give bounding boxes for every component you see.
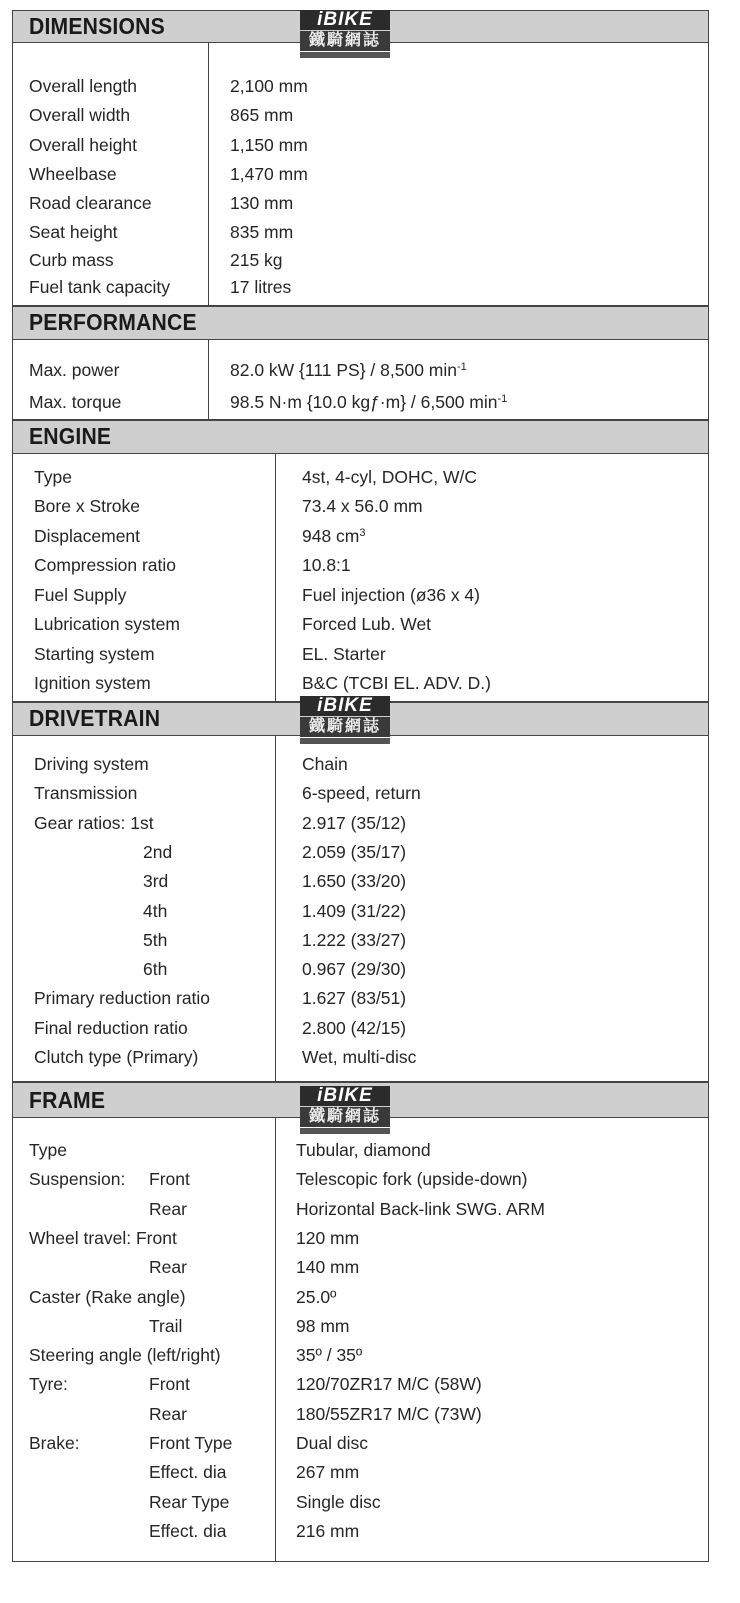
engine-value-text: 4st, 4-cyl, DOHC, W/C	[302, 467, 478, 487]
drivetrain-value-text: Wet, multi-disc	[302, 1047, 417, 1067]
drivetrain-value-text: 2.917 (35/12)	[302, 812, 407, 833]
drivetrain-label	[34, 753, 149, 775]
drivetrain-value-text: 1.222 (33/27)	[302, 929, 407, 950]
engine-label-text: Bore x Stroke	[34, 496, 141, 516]
frame-sublabel-text: Front	[149, 1374, 190, 1395]
drivetrain-sublabel	[143, 958, 167, 980]
dimensions-label-text: Road clearance	[29, 193, 152, 213]
dimensions-value-text: 835 mm	[230, 222, 294, 242]
drivetrain-label	[34, 812, 154, 834]
drivetrain-title: DRIVETRAIN	[29, 705, 161, 731]
engine-value-text: 948 cm	[302, 526, 360, 546]
frame-label-text: Caster (Rake angle)	[29, 1286, 186, 1307]
drivetrain-label-text: Clutch type (Primary)	[34, 1047, 199, 1067]
frame-value-text: 267 mm	[296, 1462, 360, 1483]
watermark-cjk: 鐵騎網誌	[300, 717, 390, 737]
engine-label-text: Ignition system	[34, 673, 151, 693]
performance-value-text: 98.5 N·m {10.0 kgƒ·m} / 6,500 min	[230, 392, 498, 412]
performance-label-text: Max. torque	[29, 392, 122, 412]
frame-value-text: Tubular, diamond	[296, 1140, 431, 1160]
drivetrain-sublabel	[143, 841, 172, 863]
engine-section	[12, 420, 709, 702]
drivetrain-sublabel-text: 2nd	[143, 841, 173, 862]
performance-label	[29, 391, 121, 413]
drivetrain-value	[302, 987, 406, 1009]
drivetrain-value	[302, 870, 406, 892]
frame-value-text: 120/70ZR17 M/C (58W)	[296, 1374, 482, 1395]
engine-label	[34, 495, 140, 517]
ibike-watermark-logo	[300, 10, 390, 60]
engine-value-text: Fuel injection (ø36 x 4)	[302, 585, 480, 605]
engine-label	[34, 672, 151, 694]
frame-value	[296, 1286, 336, 1308]
frame-label-text: Wheel travel: Front	[29, 1227, 177, 1248]
performance-section	[12, 306, 709, 420]
frame-value-text: 216 mm	[296, 1520, 360, 1541]
watermark-strip	[300, 738, 390, 744]
frame-sublabel-text: Trail	[149, 1315, 183, 1336]
frame-value	[296, 1520, 359, 1542]
drivetrain-value-text: 6-speed, return	[302, 783, 421, 804]
drivetrain-label-text: Transmission	[34, 783, 138, 804]
dimensions-value	[230, 276, 291, 298]
engine-value	[302, 525, 366, 547]
engine-label-text: Compression ratio	[34, 555, 176, 575]
drivetrain-label-text: Gear ratios: 1st	[34, 812, 154, 833]
drivetrain-sublabel-text: 3rd	[143, 871, 169, 892]
engine-label-text: Starting system	[34, 644, 155, 664]
drivetrain-value-text: 1.627 (83/51)	[302, 988, 407, 1009]
frame-value-text: 180/55ZR17 M/C (73W)	[296, 1403, 482, 1424]
performance-label-text: Max. power	[29, 360, 120, 380]
watermark-strip	[300, 1128, 390, 1134]
drivetrain-value-text: 2.800 (42/15)	[302, 1017, 407, 1038]
engine-title: ENGINE	[29, 423, 112, 449]
drivetrain-label-text: Final reduction ratio	[34, 1017, 188, 1038]
dimensions-value	[230, 249, 283, 271]
drivetrain-label	[34, 782, 137, 804]
drivetrain-sublabel-text: 6th	[143, 959, 168, 980]
drivetrain-value	[302, 812, 406, 834]
frame-sublabel	[149, 1198, 187, 1220]
dimensions-label	[29, 249, 114, 271]
dimensions-label	[29, 192, 152, 214]
dimensions-label-text: Curb mass	[29, 250, 114, 270]
ibike-watermark-logo	[300, 696, 390, 746]
frame-column-divider	[275, 1118, 276, 1561]
engine-value	[302, 672, 491, 694]
frame-value-text: Horizontal Back-link SWG. ARM	[296, 1198, 545, 1219]
engine-value	[302, 495, 423, 517]
frame-value-text: 120 mm	[296, 1227, 360, 1248]
frame-sublabel	[149, 1373, 190, 1395]
watermark-brand: iBIKE	[300, 10, 390, 30]
performance-title: PERFORMANCE	[29, 309, 197, 335]
engine-value-text: B&C (TCBI EL. ADV. D.)	[302, 673, 491, 693]
frame-value	[296, 1403, 482, 1425]
frame-value-text: 98 mm	[296, 1315, 350, 1336]
dimensions-label	[29, 276, 170, 298]
engine-label-text: Fuel Supply	[34, 585, 127, 605]
frame-sublabel-text: Rear	[149, 1257, 187, 1278]
frame-label-text: Brake:	[29, 1433, 80, 1453]
drivetrain-section	[12, 702, 709, 1082]
frame-value-text: Dual disc	[296, 1433, 368, 1453]
dimensions-label	[29, 221, 118, 243]
frame-sublabel	[149, 1520, 227, 1542]
dimensions-value-text: 1,470 mm	[230, 164, 308, 184]
watermark-brand: iBIKE	[300, 696, 390, 716]
engine-value-text: 73.4 x 56.0 mm	[302, 496, 423, 516]
drivetrain-label	[34, 987, 210, 1009]
frame-label-text: Steering angle (left/right)	[29, 1345, 221, 1366]
frame-sublabel-text: Effect. dia	[149, 1520, 227, 1541]
frame-section	[12, 1082, 709, 1562]
drivetrain-label	[34, 1017, 188, 1039]
dimensions-label-text: Overall height	[29, 135, 137, 155]
drivetrain-value	[302, 1046, 416, 1068]
drivetrain-value-text: Chain	[302, 754, 348, 774]
drivetrain-sublabel	[143, 870, 168, 892]
frame-sublabel	[149, 1256, 187, 1278]
frame-title: FRAME	[29, 1087, 106, 1113]
frame-value-text: 35º / 35º	[296, 1345, 363, 1366]
frame-label-text: Type	[29, 1140, 67, 1160]
frame-label	[29, 1344, 221, 1366]
frame-value	[296, 1432, 368, 1454]
performance-value-text: 82.0 kW {111 PS} / 8,500 min	[230, 360, 457, 380]
frame-value-text: 25.0º	[296, 1286, 337, 1307]
performance-value-superscript: -1	[457, 361, 467, 373]
engine-label	[34, 613, 180, 635]
engine-label	[34, 584, 126, 606]
frame-value	[296, 1198, 545, 1220]
dimensions-label-text: Fuel tank capacity	[29, 277, 171, 297]
drivetrain-sublabel-text: 4th	[143, 900, 168, 921]
frame-sublabel	[149, 1403, 187, 1425]
engine-label	[34, 466, 72, 488]
engine-label-text: Displacement	[34, 526, 141, 546]
engine-label	[34, 525, 140, 547]
engine-value-text: Forced Lub. Wet	[302, 614, 432, 634]
dimensions-label	[29, 163, 117, 185]
engine-value	[302, 643, 386, 665]
drivetrain-value-text: 1.409 (31/22)	[302, 900, 407, 921]
dimensions-value-text: 2,100 mm	[230, 76, 308, 96]
drivetrain-value	[302, 1017, 406, 1039]
performance-label	[29, 359, 119, 381]
frame-sublabel-text: Rear Type	[149, 1491, 230, 1512]
frame-value	[296, 1168, 528, 1190]
frame-label	[29, 1286, 186, 1308]
frame-sublabel-text: Effect. dia	[149, 1462, 227, 1483]
frame-value	[296, 1256, 359, 1278]
engine-value-text: EL. Starter	[302, 644, 386, 664]
ibike-watermark-logo	[300, 1086, 390, 1136]
frame-value	[296, 1227, 359, 1249]
drivetrain-sublabel	[143, 929, 167, 951]
engine-value-superscript: 3	[359, 527, 366, 539]
frame-value	[296, 1373, 482, 1395]
drivetrain-column-divider	[275, 736, 276, 1081]
engine-value	[302, 466, 477, 488]
drivetrain-value	[302, 929, 406, 951]
frame-value	[296, 1344, 362, 1366]
engine-label	[34, 643, 155, 665]
engine-header	[13, 421, 708, 454]
engine-column-divider	[275, 454, 276, 701]
drivetrain-value	[302, 782, 421, 804]
engine-label-text: Lubrication system	[34, 614, 180, 634]
drivetrain-value	[302, 900, 406, 922]
frame-sublabel	[149, 1315, 182, 1337]
dimensions-value-text: 1,150 mm	[230, 135, 308, 155]
frame-value-text: 140 mm	[296, 1257, 360, 1278]
dimensions-label-text: Overall length	[29, 76, 137, 96]
dimensions-label	[29, 134, 137, 156]
dimensions-value-text: 865 mm	[230, 105, 294, 125]
frame-value	[296, 1491, 381, 1513]
frame-sublabel-text: Front Type	[149, 1433, 233, 1453]
frame-sublabel	[149, 1168, 190, 1190]
frame-value	[296, 1461, 359, 1483]
dimensions-label-text: Seat height	[29, 222, 118, 242]
frame-sublabel	[149, 1432, 232, 1454]
frame-label	[29, 1373, 68, 1395]
performance-value	[230, 359, 467, 381]
frame-sublabel-text: Rear	[149, 1198, 187, 1219]
drivetrain-value	[302, 958, 406, 980]
dimensions-label	[29, 104, 130, 126]
dimensions-value	[230, 134, 308, 156]
frame-sublabel	[149, 1491, 229, 1513]
dimensions-label-text: Wheelbase	[29, 164, 117, 184]
performance-value	[230, 391, 507, 413]
dimensions-title: DIMENSIONS	[29, 13, 165, 39]
drivetrain-sublabel-text: 5th	[143, 929, 168, 950]
dimensions-label-text: Overall width	[29, 105, 131, 125]
drivetrain-value-text: 0.967 (29/30)	[302, 959, 407, 980]
performance-value-superscript: -1	[497, 393, 508, 405]
frame-value-text: Telescopic fork (upside-down)	[296, 1169, 528, 1190]
frame-label-text: Suspension:	[29, 1169, 126, 1190]
dimensions-value-text: 215 kg	[230, 250, 283, 270]
dimensions-column-divider	[208, 43, 209, 305]
frame-label	[29, 1432, 80, 1454]
drivetrain-value-text: 2.059 (35/17)	[302, 841, 407, 862]
watermark-cjk: 鐵騎網誌	[300, 1107, 390, 1127]
drivetrain-label-text: Driving system	[34, 754, 149, 774]
frame-value	[296, 1139, 431, 1161]
drivetrain-value	[302, 841, 406, 863]
drivetrain-sublabel	[143, 900, 167, 922]
frame-sublabel-text: Rear	[149, 1403, 187, 1424]
frame-label	[29, 1139, 67, 1161]
dimensions-value	[230, 192, 293, 214]
drivetrain-label	[34, 1046, 198, 1068]
drivetrain-label-text: Primary reduction ratio	[34, 988, 211, 1009]
dimensions-value-text: 17 litres	[230, 277, 292, 297]
performance-column-divider	[208, 340, 209, 419]
engine-value	[302, 613, 431, 635]
drivetrain-value-text: 1.650 (33/20)	[302, 871, 407, 892]
engine-label	[34, 554, 176, 576]
frame-label-text: Tyre:	[29, 1374, 68, 1395]
engine-value	[302, 554, 351, 576]
dimensions-value-text: 130 mm	[230, 193, 294, 213]
engine-value	[302, 584, 480, 606]
frame-value-text: Single disc	[296, 1491, 381, 1512]
frame-sublabel-text: Front	[149, 1169, 190, 1190]
drivetrain-value	[302, 753, 348, 775]
dimensions-value	[230, 163, 308, 185]
dimensions-value	[230, 104, 293, 126]
performance-header	[13, 307, 708, 340]
frame-label	[29, 1227, 177, 1249]
dimensions-value	[230, 221, 293, 243]
engine-value-text: 10.8:1	[302, 555, 351, 575]
engine-label-text: Type	[34, 467, 72, 487]
frame-label	[29, 1168, 125, 1190]
watermark-brand: iBIKE	[300, 1086, 390, 1106]
frame-sublabel	[149, 1461, 227, 1483]
watermark-cjk: 鐵騎網誌	[300, 31, 390, 51]
dimensions-label	[29, 75, 137, 97]
frame-value	[296, 1315, 349, 1337]
watermark-strip	[300, 52, 390, 58]
dimensions-value	[230, 75, 308, 97]
